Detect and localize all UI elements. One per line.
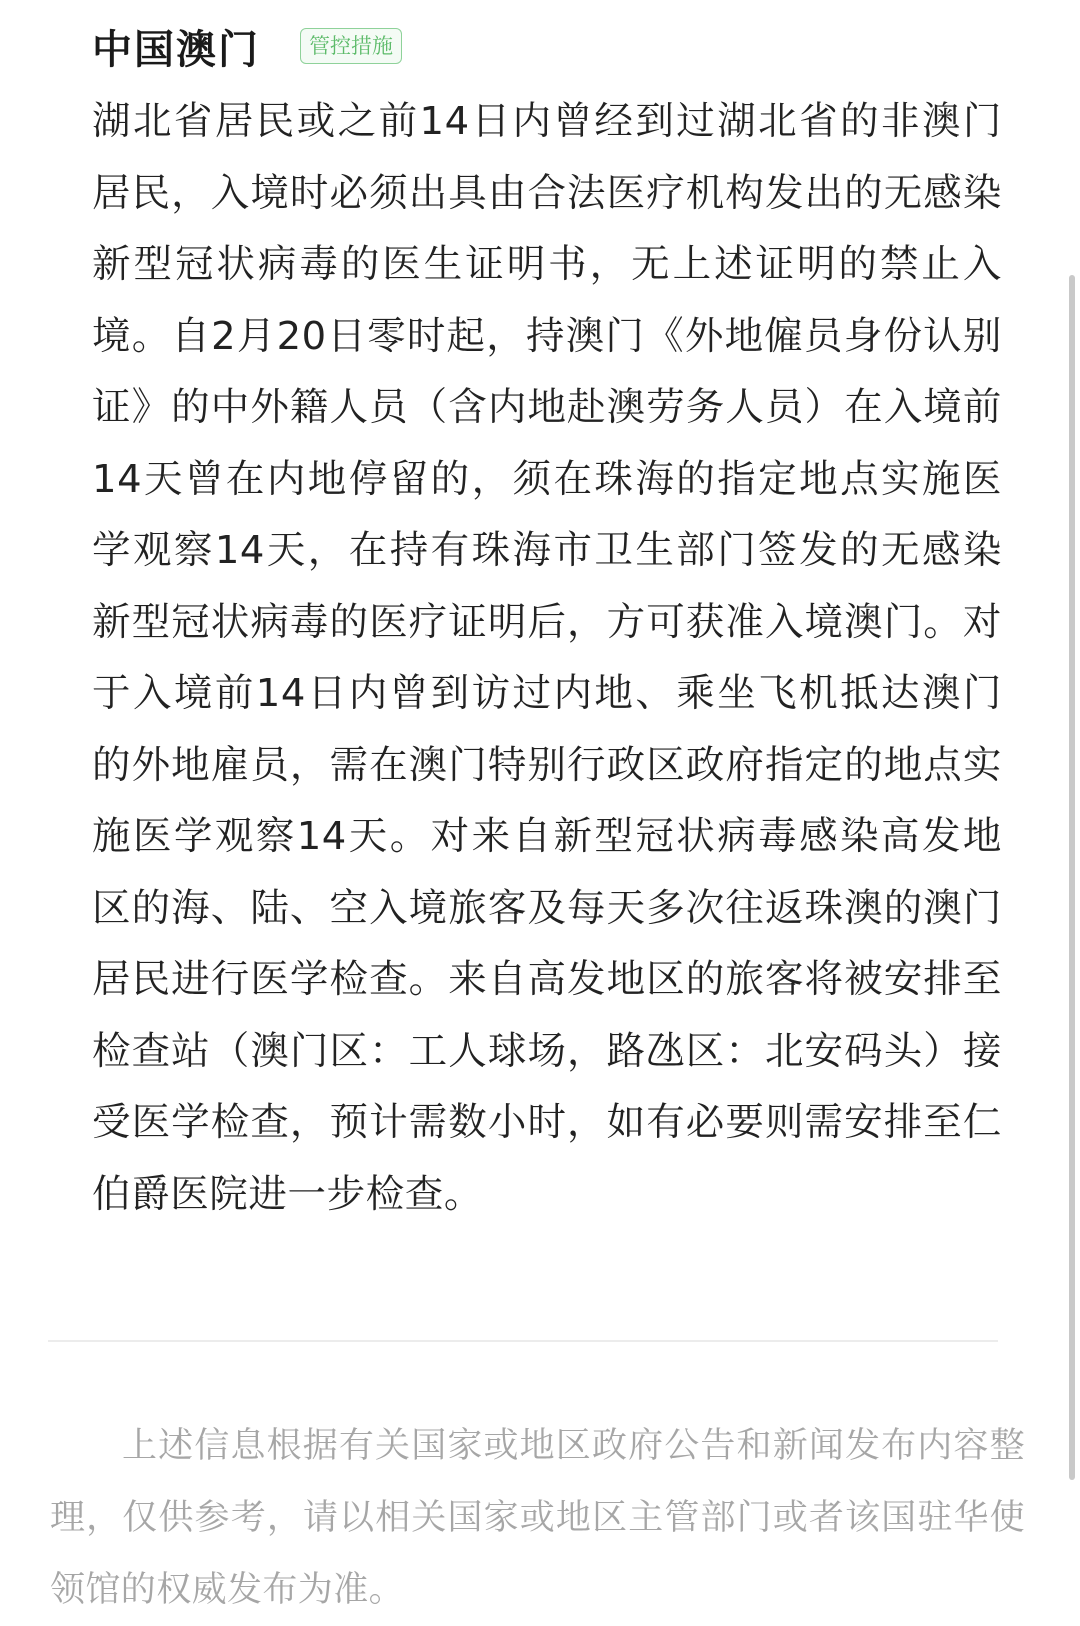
disclaimer-text: 上述信息根据有关国家或地区政府公告和新闻发布内容整理，仅供参考，请以相关国家或地区主管部门或者该国驻华使领馆的权威发布为准。 (50, 1426, 1025, 1610)
region-header (92, 18, 402, 74)
scrollbar[interactable] (1066, 0, 1080, 1623)
region-title: 中国澳门 (92, 26, 260, 73)
scrollbar-thumb[interactable] (1069, 275, 1075, 1480)
policy-text: 湖北省居民或之前14日内曾经到过湖北省的非澳门居民，入境时必须出具由合法医疗机构发出的无感染新型冠状病毒的医生证明书，无上述证明的禁止入境。自2月20日零时起，持澳门《外地僱员身份认别证》的中外籍人员（含内地赴澳劳务人员）在入境前14天曾在内地停留的，须在珠海的指定地点实施医学观察14天，在持有珠海市卫生部门签发的无感染新型冠状病毒的医疗证明后，方可获准入境澳门。对于入境前14日内曾到访过内地、乘坐飞机抵达澳门的外地雇员，需在澳门特别行政区政府指定的地点实施医学观察14天。对来自新型冠状病毒感染高发地区的海、陆、空入境旅客及每天多次往返珠澳的澳门居民进行医学检查。来自高发地区的旅客将被安排至检查站（澳门区：工人球场，路氹区：北安码头）接受医学检查，预计需数小时，如有必要则需安排至仁伯爵医院进一步检查。 (92, 99, 1002, 1217)
control-measures-tag: 管控措施 (300, 28, 402, 64)
divider (48, 1340, 998, 1342)
